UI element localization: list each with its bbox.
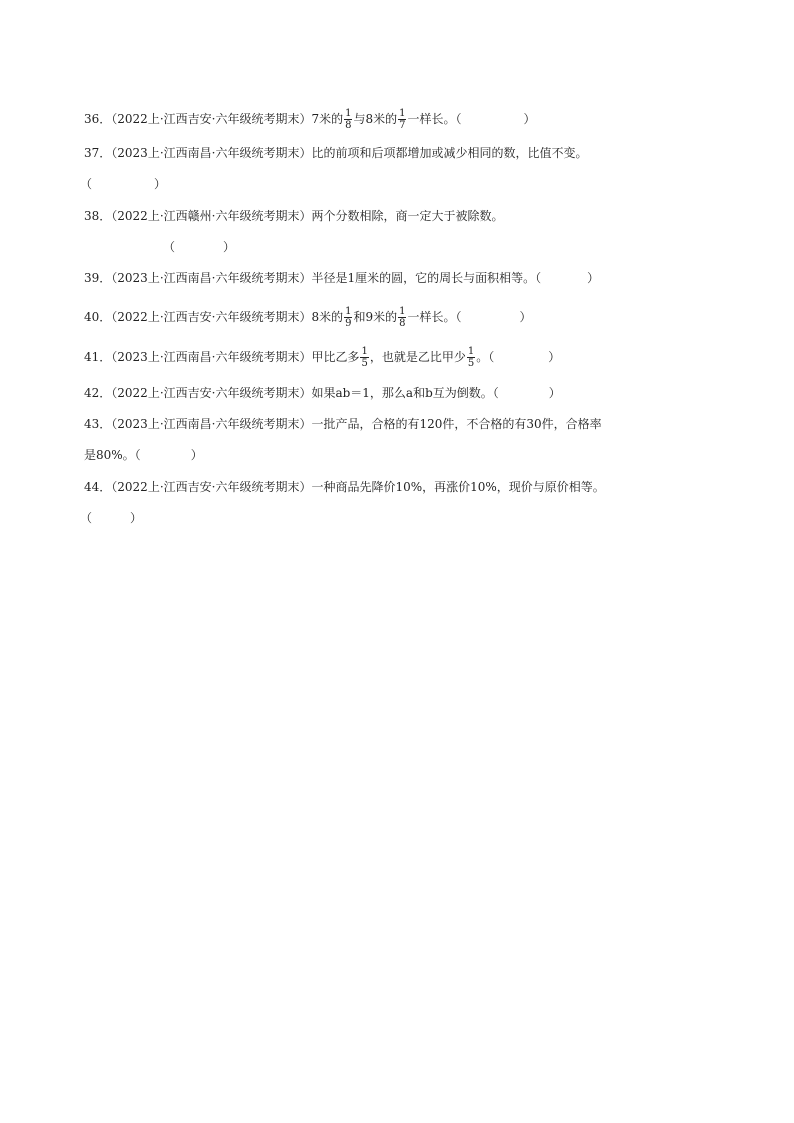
question-40	[84, 306, 532, 329]
question-37	[84, 145, 587, 161]
blank-close: ）	[548, 350, 561, 364]
blank-close: ）	[223, 240, 236, 254]
question-42	[84, 385, 561, 401]
question-text: 与8米的	[353, 112, 398, 126]
question-number: 38．	[84, 209, 112, 223]
question-36	[84, 108, 536, 131]
blank-open: （	[80, 511, 93, 525]
question-text: 一批产品，合格的有120件，不合格的有30件，合格率	[311, 417, 602, 431]
question-text: 一样长。（	[407, 112, 462, 126]
question-text: 比的前项和后项都增加或减少相同的数，比值不变。	[311, 146, 588, 160]
question-source: （2022上·江西赣州·六年级统考期末）	[111, 209, 312, 223]
question-source: （2022上·江西吉安·六年级统考期末）	[111, 112, 312, 126]
question-number: 43．	[84, 417, 112, 431]
blank-close: ）	[587, 271, 600, 285]
question-source: （2023上·江西南昌·六年级统考期末）	[111, 271, 312, 285]
blank-close: ）	[548, 386, 561, 400]
question-text: 一种商品先降价10%，再涨价10%，现价与原价相等。	[311, 480, 605, 494]
question-text: 半径是1厘米的圆，它的周长与面积相等。（	[311, 271, 542, 285]
denominator: 8	[345, 120, 352, 131]
question-number: 37．	[84, 146, 112, 160]
question-43-continued	[84, 447, 203, 463]
blank-close: ）	[523, 112, 536, 126]
fraction	[344, 306, 352, 329]
blank-open: （	[163, 240, 176, 254]
question-number: 44．	[84, 480, 112, 494]
question-source: （2022上·江西吉安·六年级统考期末）	[111, 480, 312, 494]
fraction	[398, 108, 406, 131]
denominator: 8	[399, 318, 406, 329]
numerator: 1	[345, 108, 352, 119]
question-text: 一样长。（	[407, 310, 462, 324]
question-number: 36．	[84, 112, 112, 126]
question-text: 8米的	[311, 310, 344, 324]
question-38-answer	[163, 239, 235, 255]
question-source: （2023上·江西南昌·六年级统考期末）	[111, 417, 312, 431]
question-number: 40．	[84, 310, 112, 324]
question-source: （2023上·江西南昌·六年级统考期末）	[111, 146, 312, 160]
question-source: （2023上·江西南昌·六年级统考期末）	[111, 350, 312, 364]
denominator: 7	[399, 120, 406, 131]
question-text: 7米的	[311, 112, 344, 126]
question-44	[84, 479, 605, 495]
numerator: 1	[361, 346, 368, 357]
fraction	[360, 346, 368, 369]
question-number: 39．	[84, 271, 112, 285]
question-text: 两个分数相除，商一定大于被除数。	[311, 209, 504, 223]
question-41	[84, 346, 560, 369]
numerator: 1	[399, 108, 406, 119]
blank-open: （	[80, 177, 93, 191]
question-text: 如果ab＝1，那么a和b互为倒数。（	[311, 386, 499, 400]
question-number: 41．	[84, 350, 112, 364]
numerator: 1	[399, 306, 406, 317]
question-text: ，也就是乙比甲少	[369, 350, 466, 364]
question-source: （2022上·江西吉安·六年级统考期末）	[111, 386, 312, 400]
blank-close: ）	[190, 448, 203, 462]
denominator: 5	[361, 358, 368, 369]
question-39	[84, 270, 599, 286]
question-text: 。（	[476, 350, 495, 364]
question-text: 是80%。（	[84, 448, 141, 462]
numerator: 1	[345, 306, 352, 317]
question-37-answer	[80, 176, 166, 192]
question-38	[84, 208, 503, 224]
blank-close: ）	[130, 511, 143, 525]
question-source: （2022上·江西吉安·六年级统考期末）	[111, 310, 312, 324]
fraction	[467, 346, 475, 369]
question-43	[84, 416, 602, 432]
denominator: 9	[345, 318, 352, 329]
question-text: 和9米的	[353, 310, 398, 324]
blank-close: ）	[154, 177, 167, 191]
fraction	[398, 306, 406, 329]
numerator: 1	[467, 346, 475, 357]
fraction	[344, 108, 352, 131]
denominator: 5	[467, 358, 475, 369]
question-44-answer	[80, 510, 142, 526]
question-text: 甲比乙多	[311, 350, 360, 364]
blank-close: ）	[519, 310, 532, 324]
question-number: 42．	[84, 386, 112, 400]
